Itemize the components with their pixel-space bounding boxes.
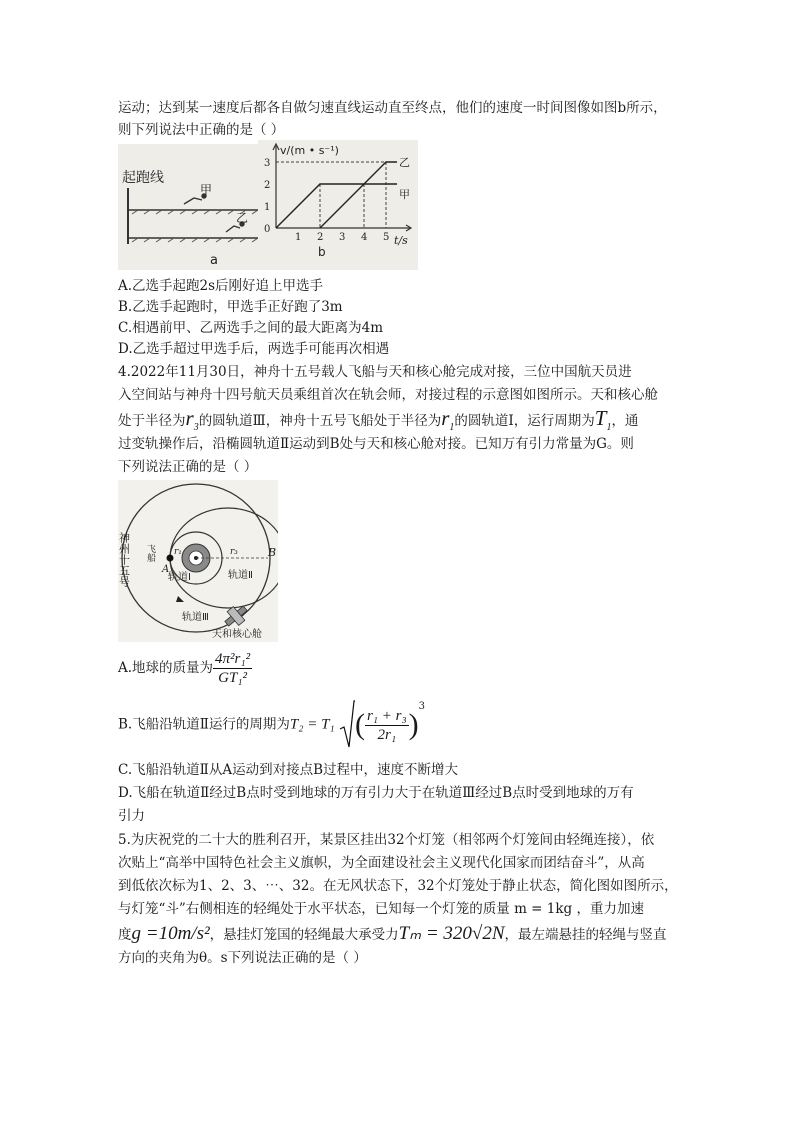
y-axis-label: v/(m • s⁻¹) <box>280 144 339 157</box>
q4-line3-b: 的圆轨道Ⅲ，神舟十五号飞船处于半径为 <box>198 413 442 429</box>
q4-line4: 过变轨操作后，沿椭圆轨道Ⅱ运动到B处与天和核心舱对接。已知万有引力常量为G。则 <box>118 436 634 452</box>
start-line-label: 起跑线 <box>122 170 164 186</box>
q4-line3-a: 处于半径为 <box>118 413 186 429</box>
point-A-dot <box>167 555 174 562</box>
q5-line2: 次贴上“高举中国特色社会主义旗帜，为全面建设社会主义现代化国家而团结奋斗”，从高 <box>118 855 645 871</box>
q3-figure-b-chart <box>258 140 418 270</box>
orbit-2-label: 轨道Ⅱ <box>228 570 253 581</box>
period-fraction: $\frac{\text{r₁ + r₃}}{\text{2r₁}}$ <box>366 707 407 743</box>
series-label-1: 乙 <box>399 156 410 169</box>
x-tick-label: 2 <box>317 232 324 243</box>
station-label: 天和核心舱 <box>212 629 262 640</box>
T1-symbol: $T_1$ <box>594 406 612 434</box>
r1-label: r₁ <box>174 547 182 557</box>
q5-line5 <box>118 922 667 947</box>
orbit-1-label: 轨道Ⅰ <box>168 572 191 583</box>
q5-line4: 与灯笼“斗”右侧相连的轻绳处于水平状态，已知每一个灯笼的质量 m = 1kg ，重力加速 <box>118 901 644 917</box>
x-axis-label: t/s <box>394 234 408 247</box>
q4-line2: 入空间站与神舟十四号航天员乘组首次在轨会师，对接过程的示意图如图所示。天和核心舱 <box>118 387 658 403</box>
q4-line3-c: 的圆轨道Ⅰ，运行周期为 <box>454 413 595 429</box>
series-label-0: 甲 <box>399 188 410 201</box>
figure-b-caption: b <box>318 245 326 259</box>
q4-option-d-line2: 引力 <box>118 808 145 824</box>
q3-option-d: D.乙选手超过甲选手后，两选手可能再次相遇 <box>118 341 390 357</box>
r1-symbol: $r_1$ <box>441 406 455 434</box>
y-tick-label: 2 <box>264 180 271 191</box>
point-B-label: B <box>268 546 277 559</box>
q4-option-d-line1: D.飞船在轨道Ⅱ经过B点时受到地球的万有引力大于在轨道Ⅲ经过B点时受到地球的万有 <box>118 785 634 801</box>
q3-figure-a <box>118 144 271 270</box>
q4-line1: 4.2022年11月30日，神舟十五号载人飞船与天和核心舱完成对接，三位中国航天员进 <box>118 364 632 380</box>
runner-jia-label: 甲 <box>200 183 213 197</box>
x-tick-label: 1 <box>295 232 302 243</box>
q4-line5: 下列说法正确的是（ ） <box>118 459 258 475</box>
q5-line5-a: 度 <box>118 927 132 943</box>
q5-line3: 到低依次标为1、2、3、⋯、32。在无风状态下，32个灯笼处于静止状态，简化图如图所示， <box>118 878 678 894</box>
figure-a-caption: a <box>210 253 218 268</box>
ship-label: 飞船 <box>145 544 155 562</box>
period-exponent: 3 <box>418 701 426 712</box>
q4-option-a-text: A.地球的质量为 <box>118 660 214 676</box>
q4-option-a <box>118 646 252 690</box>
y-tick-label: 0 <box>264 224 271 235</box>
q4-line3-d: ，通 <box>611 413 639 429</box>
orbit-3-label: 轨道Ⅲ <box>182 612 209 623</box>
x-tick-label: 4 <box>361 232 368 243</box>
q4-orbit-figure <box>118 480 278 642</box>
x-tick-label: 5 <box>383 232 390 243</box>
y-tick-label: 3 <box>264 158 271 169</box>
runner-yi-label: 乙 <box>236 211 249 225</box>
q5-line5-c: ，最左端悬挂的轻绳与竖直 <box>504 927 667 943</box>
max-tension-value: Tₘ = 320√2N <box>398 923 505 944</box>
q5-line1: 5.为庆祝党的二十大的胜利召开，某景区挂出32个灯笼（相邻两个灯笼间由轻绳连接），依 <box>118 832 655 848</box>
r3-symbol: $r_3$ <box>185 406 199 434</box>
q4-option-b: B.飞船沿轨道Ⅱ运行的周期为T₂ = T₁ ( $\frac{\text{r₁ + r₃}}{\text{2r₁}}$ )$^3$ <box>118 694 425 750</box>
q3-option-c: C.相遇前甲、乙两选手之间的最大距离为4m <box>118 320 384 336</box>
earth-mass-fraction: $\frac{\text{4π²r₁²}}{\text{GT₁²}}$ <box>215 651 251 686</box>
x-tick-label: 3 <box>339 232 346 243</box>
q5-line5-b: ，悬挂灯笼国的轻绳最大承受力 <box>209 927 399 943</box>
q4-option-b-text: B.飞船沿轨道Ⅱ运行的周期为 <box>118 716 290 733</box>
r3-label: r₃ <box>230 547 238 557</box>
sqrt-sign-icon <box>339 699 355 751</box>
period-formula-lhs: T₂ = T₁ <box>289 716 335 733</box>
q3-option-b: B.乙选手起跑时，甲选手正好跑了3m <box>118 299 343 315</box>
shenzhou-vertical-label: 神州十五号 <box>118 532 131 587</box>
q3-intro-line2: 则下列说法中正确的是（ ） <box>118 122 285 138</box>
gravity-value: g =10m/s² <box>131 923 210 944</box>
q3-option-a: A.乙选手起跑2s后刚好追上甲选手 <box>118 278 324 294</box>
y-tick-label: 1 <box>264 202 271 213</box>
point-A-label: A <box>162 564 170 575</box>
q4-option-c: C.飞船沿轨道Ⅱ从A运动到对接点B过程中，速度不断增大 <box>118 762 458 778</box>
q3-intro-line1: 运动；达到某一速度后都各自做匀速直线运动直至终点，他们的速度一时间图像如图b所示， <box>118 100 667 116</box>
q5-line6: 方向的夹角为θ。s下列说法正确的是（ ） <box>118 950 367 966</box>
